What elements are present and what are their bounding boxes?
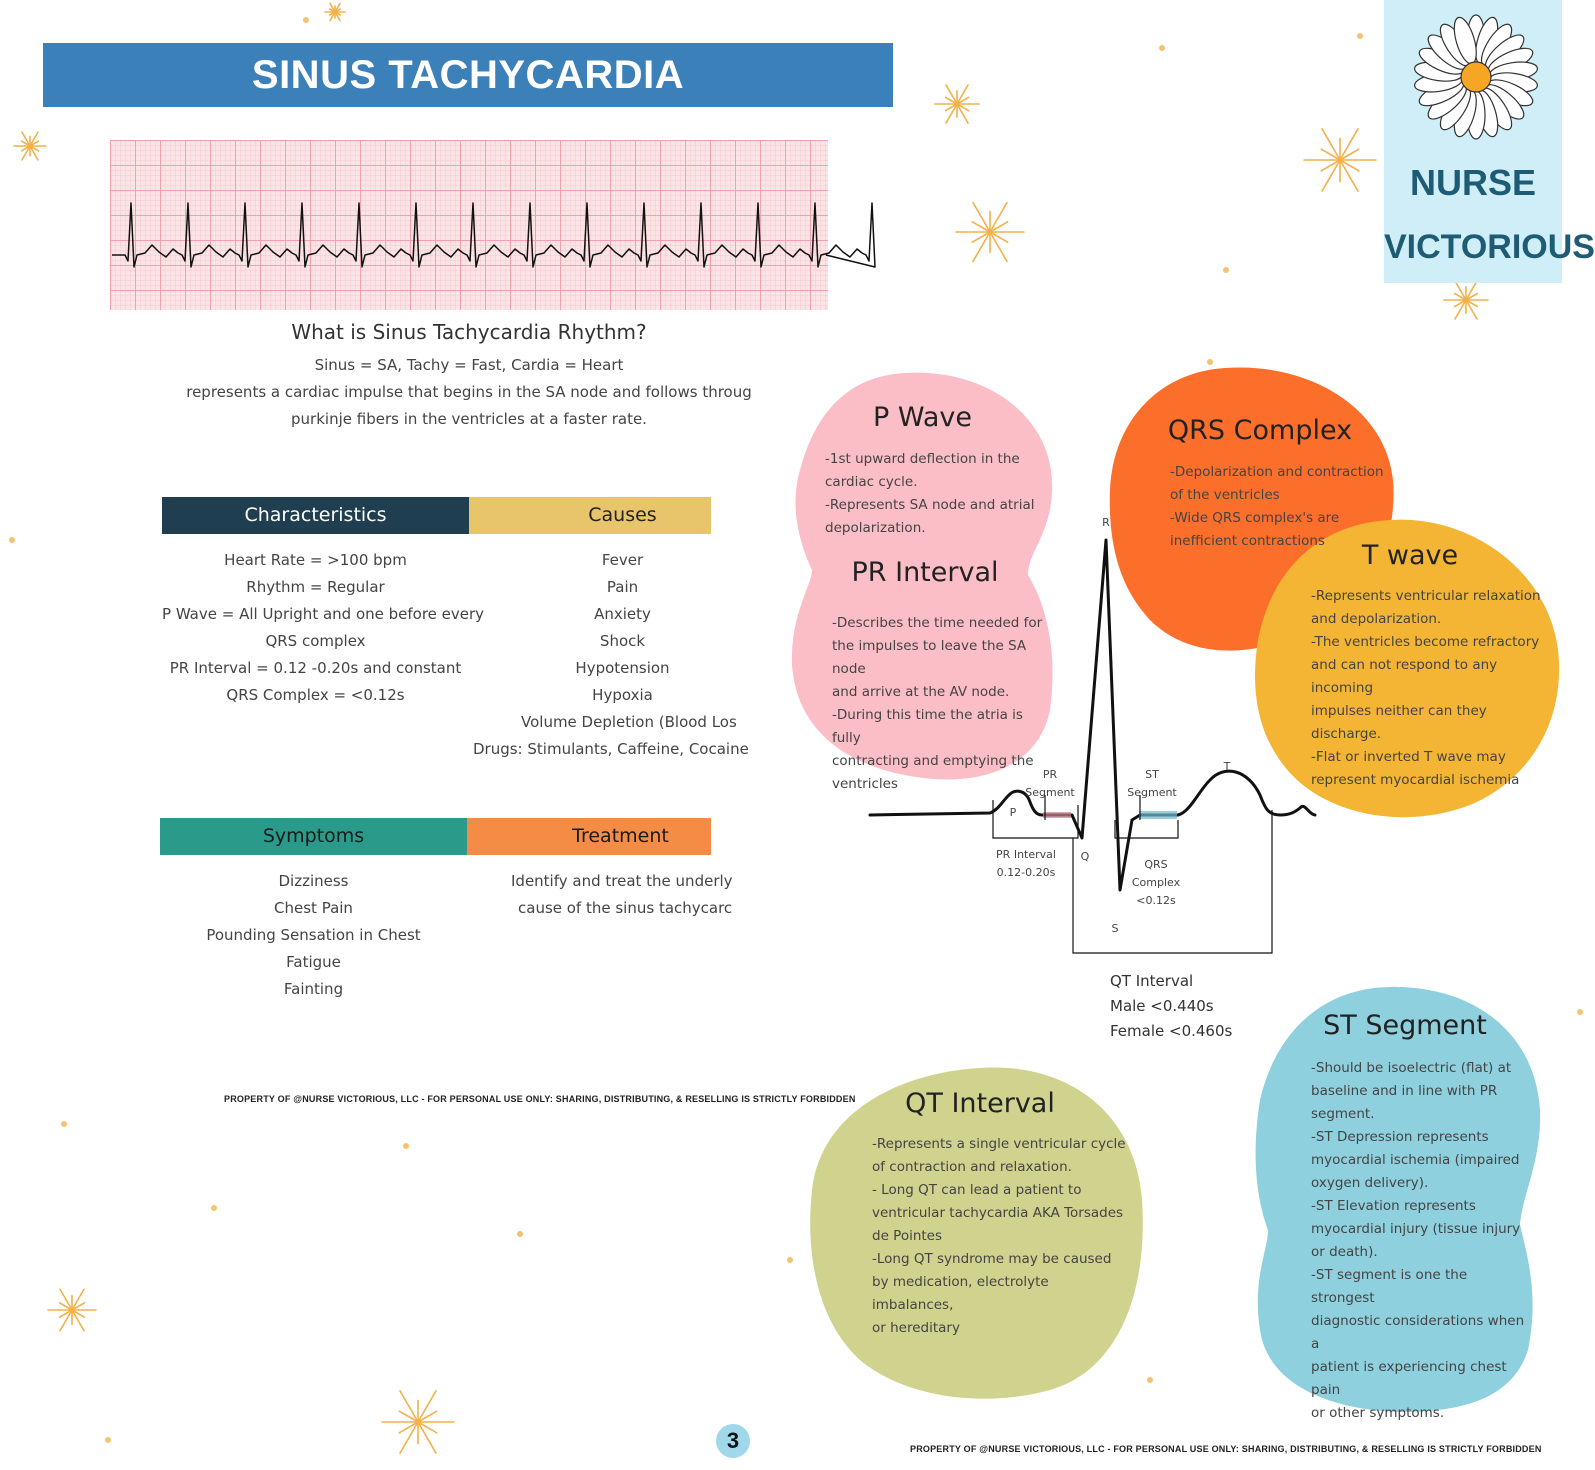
qt-male-value: Male <0.440s [1110, 997, 1214, 1015]
list-item: Chest Pain [274, 899, 353, 917]
list-item: Pain [606, 578, 639, 596]
list-item: QRS complex [265, 632, 366, 650]
list-item: QRS Complex = <0.12s [226, 686, 405, 704]
list-item: Fatigue [286, 953, 341, 971]
p-wave-title: P Wave [873, 402, 972, 433]
q-label: Q [1080, 850, 1090, 863]
list-item: PR Interval = 0.12 -0.20s and constant [169, 659, 462, 677]
st-segment-title: ST Segment [1323, 1010, 1487, 1041]
t-wave-body: -Represents ventricular relaxation and depolarization. -The ventricles become refractory and can not respond to any incoming impulses neither can they discharge. -Flat or inverted T wave may represent myocardial ischemia [1311, 588, 1541, 788]
pr-segment-label: PR Segment [1025, 768, 1075, 799]
page-number: 3 [726, 1428, 740, 1453]
list-item: P Wave = All Upright and one before every [162, 605, 485, 623]
pr-segment-highlight [1043, 812, 1071, 818]
pr-interval-title: PR Interval [851, 557, 999, 588]
logo-word-nurse: NURSE [1409, 162, 1537, 203]
list-item: Rhythm = Regular [246, 578, 385, 596]
pqrst-waveform-diagram [860, 520, 1320, 970]
characteristics-header: Characteristics [162, 497, 469, 534]
list-item: Volume Depletion (Blood Los [521, 713, 737, 731]
intro-definition: Sinus = SA, Tachy = Fast, Cardia = Heart [314, 356, 624, 374]
qrs-complex-body: -Depolarization and contraction of the ventricles -Wide QRS complex's are inefficient contractions [1170, 464, 1384, 549]
list-item: Shock [599, 632, 646, 650]
intro-description-line-1: represents a cardiac impulse that begins in the SA node and follows throug [186, 383, 752, 401]
qrs-complex-label: QRS Complex <0.12s [1131, 858, 1181, 907]
list-item: Identify and treat the underly [511, 872, 733, 890]
p-label: P [1009, 806, 1017, 819]
pr-interval-body: -Describes the time needed for the impulses to leave the SA node and arrive at the AV node. -During this time the atria is fully contracting and emptying the ventricles [832, 615, 1043, 792]
copyright-footer-left: PROPERTY OF @NURSE VICTORIOUS, LLC - FOR PERSONAL USE ONLY: SHARING, DISTRIBUTING, & RESELLING IS STRICTLY FORBIDDEN [224, 1094, 856, 1104]
list-item: Anxiety [594, 605, 651, 623]
t-wave-title: T wave [1361, 540, 1459, 571]
list-item: Hypoxia [592, 686, 653, 704]
list-item: Heart Rate = >100 bpm [224, 551, 407, 569]
treatment-header-label: Treatment [572, 825, 669, 847]
st-segment-body: -Should be isoelectric (flat) at baseline and in line with PR segment. -ST Depression represents myocardial ischemia (impaired oxygen delivery). -ST Elevation represents myocardial injury (tissue injury or death). -ST segment is one the strongest diagnostic considerations when a patient is experiencing chest pain or other symptoms. [1311, 1060, 1525, 1421]
qt-interval-body: -Represents a single ventricular cycle of contraction and relaxation. - Long QT can lead a patient to ventricular tachycardia AKA Torsades de Pointes -Long QT syndrome may be caused by medication, electrolyte imbalances, or hereditary [872, 1136, 1126, 1336]
qt-female-value: Female <0.460s [1110, 1022, 1233, 1040]
qrs-complex-title: QRS Complex [1167, 415, 1353, 446]
intro-heading: What is Sinus Tachycardia Rhythm? [291, 320, 647, 344]
list-item: Hypotension [575, 659, 670, 677]
st-segment-label: ST Segment [1127, 768, 1177, 799]
intro-description-line-2: purkinje fibers in the ventricles at a faster rate. [291, 410, 647, 428]
s-label: S [1111, 922, 1119, 935]
qt-interval-title: QT Interval [905, 1088, 1055, 1119]
p-wave-body: -1st upward deflection in the cardiac cycle. -Represents SA node and atrial depolarization. [825, 451, 1035, 536]
list-item: cause of the sinus tachycarc [518, 899, 733, 917]
page-title: SINUS TACHYCARDIA [251, 53, 685, 97]
list-item: Pounding Sensation in Chest [206, 926, 421, 944]
symptoms-header: Symptoms [160, 818, 467, 855]
list-item: Dizziness [278, 872, 349, 890]
r-label: R [1102, 516, 1110, 529]
list-item: Drugs: Stimulants, Caffeine, Cocaine [473, 740, 749, 758]
qrs-complex-bracket [1115, 820, 1178, 838]
list-item: Fever [601, 551, 644, 569]
causes-header-label: Causes [588, 504, 657, 526]
logo-word-victorious: VICTORIOUS [1384, 228, 1595, 266]
pr-interval-label: PR Interval 0.12-0.20s [996, 848, 1056, 879]
qt-interval-label: QT Interval [1110, 972, 1194, 990]
pqrst-trace [870, 540, 1315, 890]
copyright-footer-right: PROPERTY OF @NURSE VICTORIOUS, LLC - FOR PERSONAL USE ONLY: SHARING, DISTRIBUTING, & RESELLING IS STRICTLY FORBIDDEN [910, 1444, 1542, 1454]
st-segment-highlight [1139, 811, 1177, 819]
t-label: T [1223, 760, 1231, 773]
list-item: Fainting [283, 980, 344, 998]
